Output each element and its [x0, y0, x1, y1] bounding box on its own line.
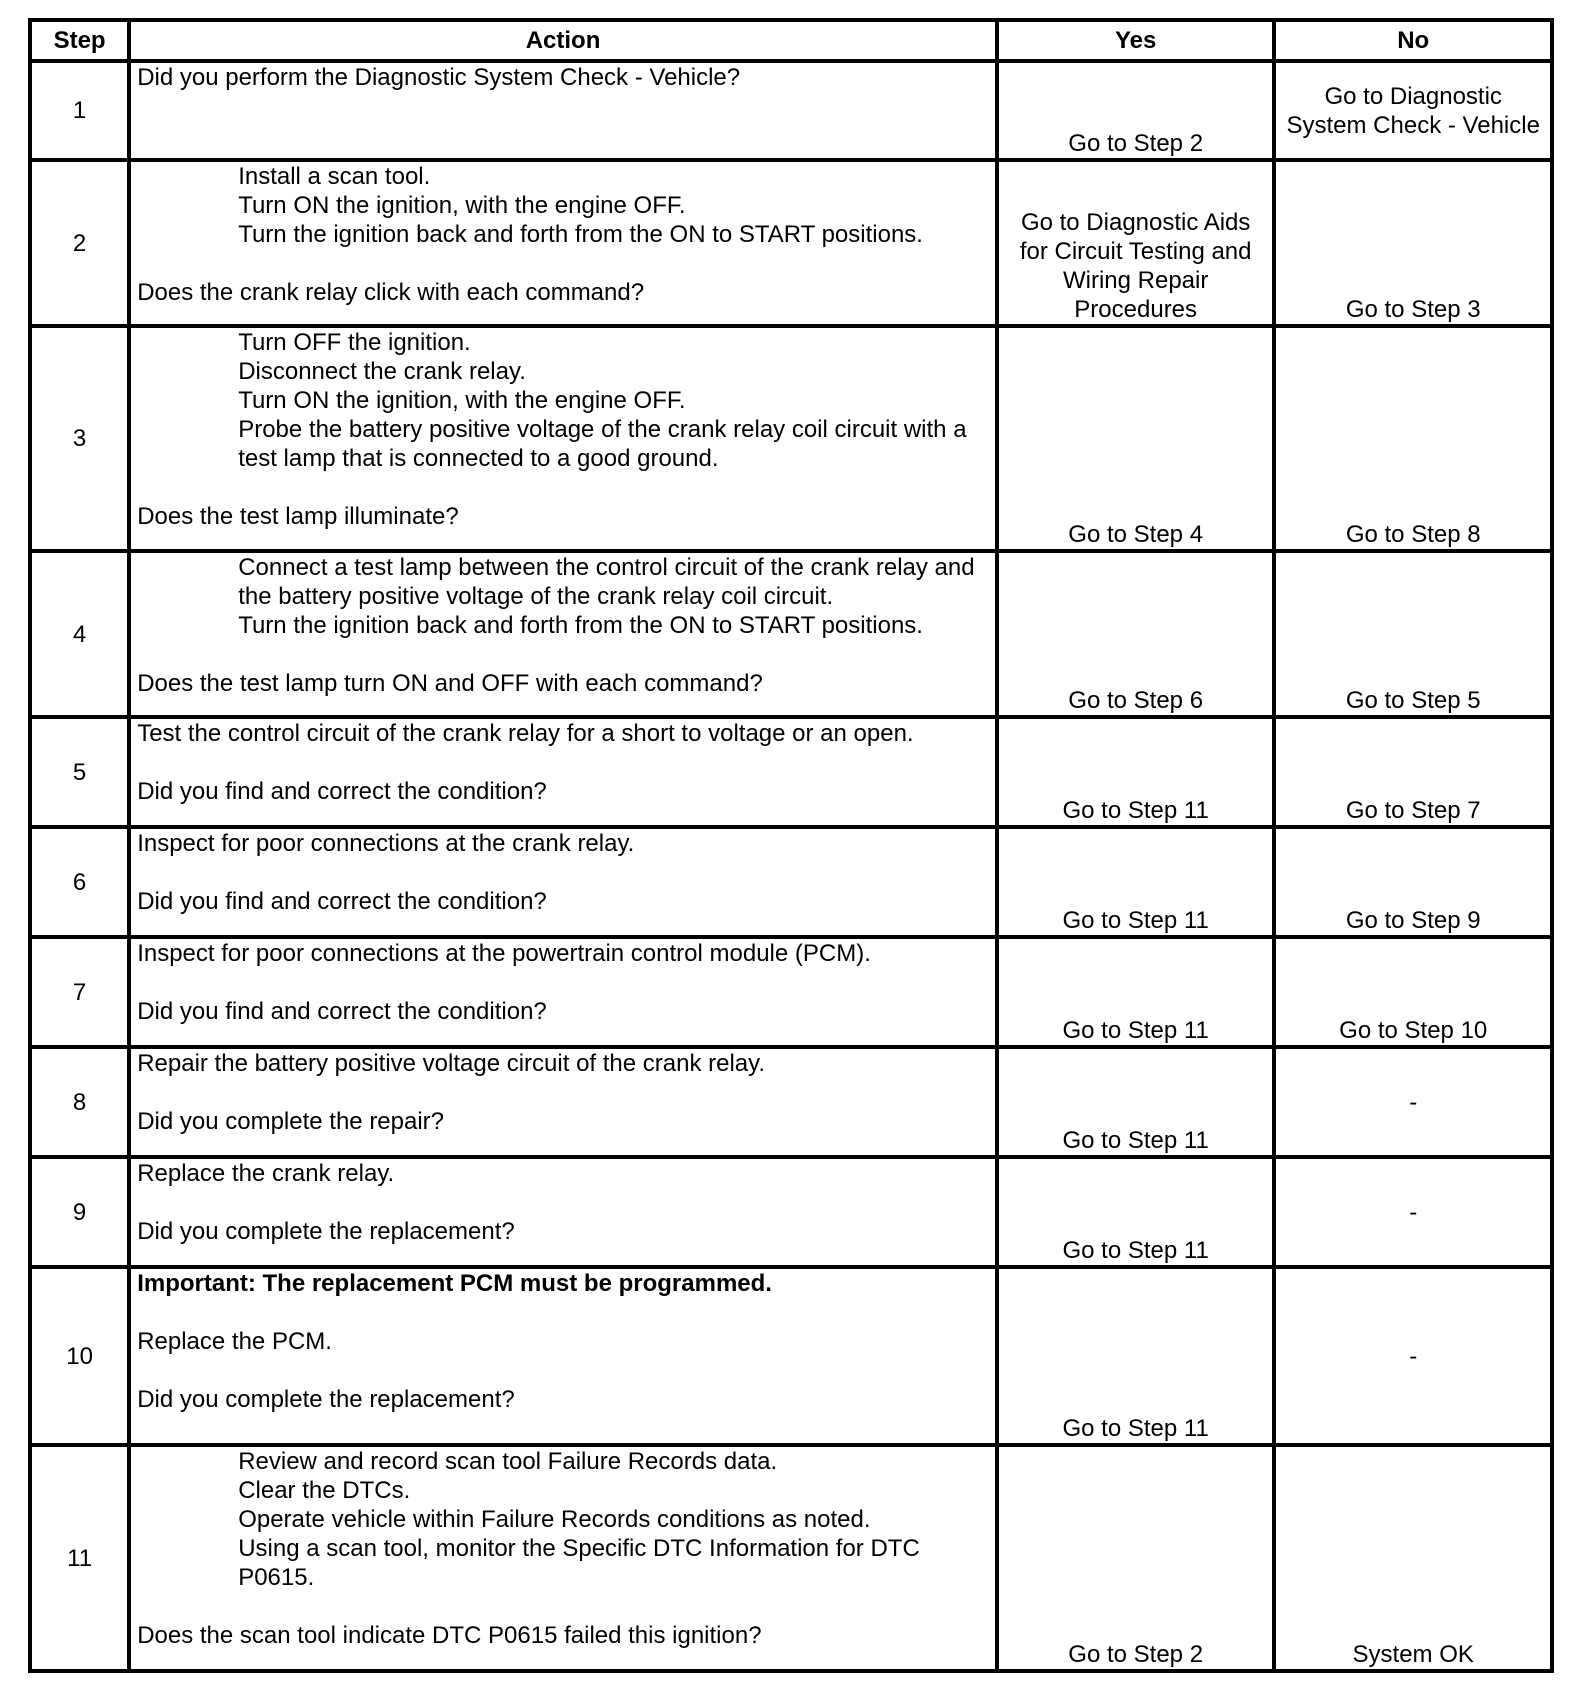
header-no: No [1274, 20, 1552, 61]
action-steps: Install a scan tool. Turn ON the ignition, with the engine OFF. Turn the ignition back and forth from the ON to START positions. [238, 163, 923, 248]
no-cell: - [1274, 1047, 1552, 1157]
action-text: Test the control circuit of the crank relay for a short to voltage or an open. [137, 720, 914, 747]
action-steps: Review and record scan tool Failure Records data. Clear the DTCs. Operate vehicle within Failure Records conditions as noted. Using a scan tool, monitor the Specific DTC Information for DTC P0615. [238, 1448, 920, 1591]
action-question: Does the crank relay click with each command? [137, 279, 645, 306]
step-number: 11 [30, 1445, 129, 1671]
header-action: Action [129, 20, 997, 61]
no-cell: Go to Step 9 [1274, 827, 1552, 937]
no-cell: - [1274, 1157, 1552, 1267]
action-question: Did you find and correct the condition? [137, 778, 547, 805]
yes-cell: Go to Step 11 [997, 827, 1275, 937]
yes-cell: Go to Step 2 [997, 61, 1275, 160]
step-number: 4 [30, 551, 129, 717]
yes-cell: Go to Step 11 [997, 937, 1275, 1047]
no-cell: Go to Step 7 [1274, 717, 1552, 827]
yes-cell: Go to Step 11 [997, 1157, 1275, 1267]
action-question: Did you complete the replacement? [137, 1386, 515, 1413]
yes-cell: Go to Step 11 [997, 1047, 1275, 1157]
action-question: Does the scan tool indicate DTC P0615 failed this ignition? [137, 1622, 762, 1649]
step-number: 10 [30, 1267, 129, 1445]
table-row [30, 1157, 1552, 1267]
action-cell [129, 827, 997, 937]
action-question: Did you complete the repair? [137, 1108, 445, 1135]
table-row [30, 937, 1552, 1047]
action-question: Does the test lamp turn ON and OFF with each command? [137, 670, 763, 697]
action-question: Did you find and correct the condition? [137, 998, 547, 1025]
step-number: 8 [30, 1047, 129, 1157]
yes-cell: Go to Step 11 [997, 1267, 1275, 1445]
yes-cell: Go to Step 2 [997, 1445, 1275, 1671]
yes-cell: Go to Step 11 [997, 717, 1275, 827]
action-cell [129, 937, 997, 1047]
action-text: Replace the crank relay. [137, 1160, 395, 1187]
yes-cell: Go to Step 4 [997, 326, 1275, 551]
step-number: 1 [30, 61, 129, 160]
action-cell [129, 1157, 997, 1267]
action-cell [129, 551, 997, 717]
step-number: 2 [30, 160, 129, 326]
no-cell: Go to Diagnostic System Check - Vehicle [1274, 61, 1552, 160]
action-text: Repair the battery positive voltage circuit of the crank relay. [137, 1050, 766, 1077]
action-cell [129, 61, 997, 160]
no-cell: Go to Step 3 [1274, 160, 1552, 326]
table-row [30, 1445, 1552, 1671]
action-cell [129, 1445, 997, 1671]
table-row [30, 1267, 1552, 1445]
action-question: Did you complete the replacement? [137, 1218, 515, 1245]
step-number: 5 [30, 717, 129, 827]
diagnostic-table [28, 18, 1554, 1673]
action-steps: Connect a test lamp between the control circuit of the crank relay and the battery positive voltage of the crank relay coil circuit. Turn the ignition back and forth from the ON to START positions. [238, 554, 975, 639]
important-note: Important: The replacement PCM must be programmed. [137, 1270, 772, 1297]
yes-cell: Go to Diagnostic Aids for Circuit Testing and Wiring Repair Procedures [997, 160, 1275, 326]
header-row [30, 20, 1552, 61]
action-steps: Turn OFF the ignition. Disconnect the crank relay. Turn ON the ignition, with the engine OFF. Probe the battery positive voltage of the crank relay coil circuit with a test lamp that is connected to a good ground. [238, 329, 967, 472]
action-text: Inspect for poor connections at the crank relay. [137, 830, 635, 857]
no-cell: - [1274, 1267, 1552, 1445]
action-question: Does the test lamp illuminate? [137, 503, 459, 530]
table-row [30, 1047, 1552, 1157]
no-cell: Go to Step 8 [1274, 326, 1552, 551]
table-row [30, 326, 1552, 551]
step-number: 9 [30, 1157, 129, 1267]
step-number: 3 [30, 326, 129, 551]
action-cell [129, 1267, 997, 1445]
step-number: 7 [30, 937, 129, 1047]
yes-cell: Go to Step 6 [997, 551, 1275, 717]
header-yes: Yes [997, 20, 1275, 61]
action-cell [129, 1047, 997, 1157]
table-row [30, 717, 1552, 827]
no-cell: System OK [1274, 1445, 1552, 1671]
action-question: Did you find and correct the condition? [137, 888, 547, 915]
header-step: Step [30, 20, 129, 61]
table-row [30, 61, 1552, 160]
action-text: Replace the PCM. [137, 1328, 332, 1355]
no-cell: Go to Step 5 [1274, 551, 1552, 717]
step-number: 6 [30, 827, 129, 937]
action-cell [129, 326, 997, 551]
table-row [30, 551, 1552, 717]
action-cell [129, 717, 997, 827]
table-row [30, 827, 1552, 937]
action-cell [129, 160, 997, 326]
no-cell: Go to Step 10 [1274, 937, 1552, 1047]
action-text: Did you perform the Diagnostic System Check - Vehicle? [137, 64, 741, 91]
table-row [30, 160, 1552, 326]
action-text: Inspect for poor connections at the powertrain control module (PCM). [137, 940, 871, 967]
